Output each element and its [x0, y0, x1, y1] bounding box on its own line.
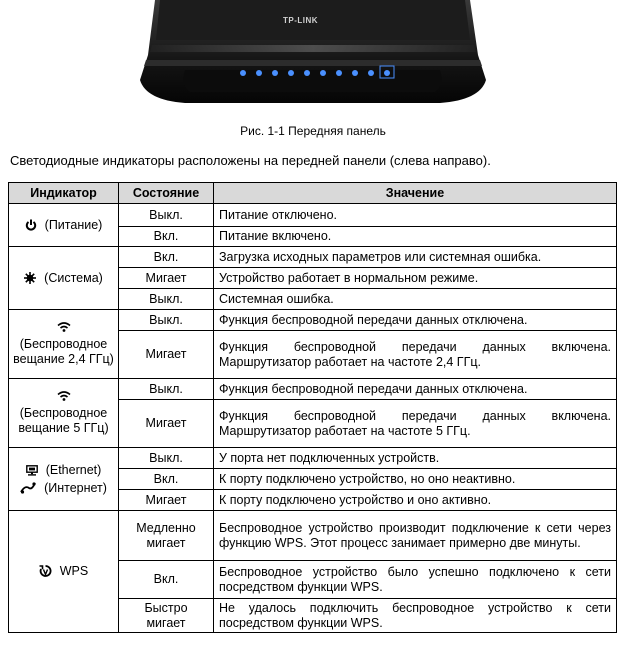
indicator-label: (Беспроводное вещание 2,4 ГГц) — [13, 337, 114, 366]
indicator-label: WPS — [59, 564, 89, 578]
table-header-row — [9, 183, 617, 204]
state-cell: Вкл. — [119, 227, 214, 247]
indicator-ethernet-internet — [9, 448, 119, 511]
table-row — [9, 511, 617, 561]
indicator-wireless-2-4 — [9, 310, 119, 379]
header-indicator: Индикатор — [9, 183, 119, 204]
meaning-cell: Загрузка исходных параметров или системная ошибка. — [214, 247, 617, 268]
meaning-cell: Функция беспроводной передачи данных отключена. — [214, 379, 617, 400]
power-icon — [25, 219, 37, 231]
ethernet-icon — [26, 465, 38, 476]
meaning-cell: Не удалось подключить беспроводное устройство к сети посредством функции WPS. — [214, 599, 617, 633]
indicator-wireless-5 — [9, 379, 119, 448]
meaning-cell: Функция беспроводной передачи данных включена. Маршрутизатор работает на частоте 2,4 ГГц. — [214, 331, 617, 379]
figure-caption: Рис. 1-1 Передняя панель — [240, 124, 386, 138]
state-cell: Выкл. — [119, 379, 214, 400]
state-cell: Выкл. — [119, 448, 214, 469]
wifi-icon — [56, 321, 72, 336]
meaning-cell: Функция беспроводной передачи данных включена. Маршрутизатор работает на частоте 5 ГГц. — [214, 400, 617, 448]
state-cell: Мигает — [119, 400, 214, 448]
state-cell: Вкл. — [119, 247, 214, 268]
state-cell: Вкл. — [119, 469, 214, 490]
state-cell: Быстро мигает — [119, 599, 214, 633]
table-row — [9, 204, 617, 227]
indicator-label: (Беспроводное вещание 5 ГГц) — [18, 406, 109, 435]
table-row — [9, 448, 617, 469]
wifi-icon — [56, 390, 72, 405]
meaning-cell: К порту подключено устройство и оно активно. — [214, 490, 617, 511]
meaning-cell: Беспроводное устройство было успешно подключено к сети посредством функции WPS. — [214, 561, 617, 599]
header-meaning: Значение — [214, 183, 617, 204]
state-cell: Вкл. — [119, 561, 214, 599]
indicator-system — [9, 247, 119, 310]
state-cell: Выкл. — [119, 204, 214, 227]
table-row — [9, 247, 617, 268]
led-indicator-table — [8, 182, 617, 633]
state-cell: Выкл. — [119, 289, 214, 310]
intro-text: Светодиодные индикаторы расположены на передней панели (слева направо). — [10, 153, 491, 168]
meaning-cell: Функция беспроводной передачи данных отключена. — [214, 310, 617, 331]
state-cell: Мигает — [119, 268, 214, 289]
indicator-label: (Интернет) — [44, 480, 107, 495]
wps-icon — [39, 565, 52, 579]
meaning-cell: Беспроводное устройство производит подключение к сети через функцию WPS. Этот процесс занимает примерно две минуты. — [214, 511, 617, 561]
state-cell: Мигает — [119, 331, 214, 379]
meaning-cell: Питание включено. — [214, 227, 617, 247]
indicator-label: (Питание) — [44, 217, 103, 232]
router-front-panel-photo — [0, 0, 626, 110]
header-state: Состояние — [119, 183, 214, 204]
indicator-power — [9, 204, 119, 247]
meaning-cell: У порта нет подключенных устройств. — [214, 448, 617, 469]
meaning-cell: Системная ошибка. — [214, 289, 617, 310]
state-cell: Медленно мигает — [119, 511, 214, 561]
meaning-cell: К порту подключено устройство, но оно неактивно. — [214, 469, 617, 490]
state-cell: Мигает — [119, 490, 214, 511]
indicator-wps — [9, 511, 119, 633]
meaning-cell: Устройство работает в нормальном режиме. — [214, 268, 617, 289]
indicator-label: (Ethernet) — [45, 462, 102, 477]
indicator-label: (Система) — [44, 270, 103, 285]
system-gear-icon — [24, 272, 36, 284]
internet-icon — [20, 482, 36, 494]
brand-logo: TP-LINK — [283, 16, 319, 25]
state-cell: Выкл. — [119, 310, 214, 331]
table-row — [9, 310, 617, 331]
meaning-cell: Питание отключено. — [214, 204, 617, 227]
table-row — [9, 379, 617, 400]
